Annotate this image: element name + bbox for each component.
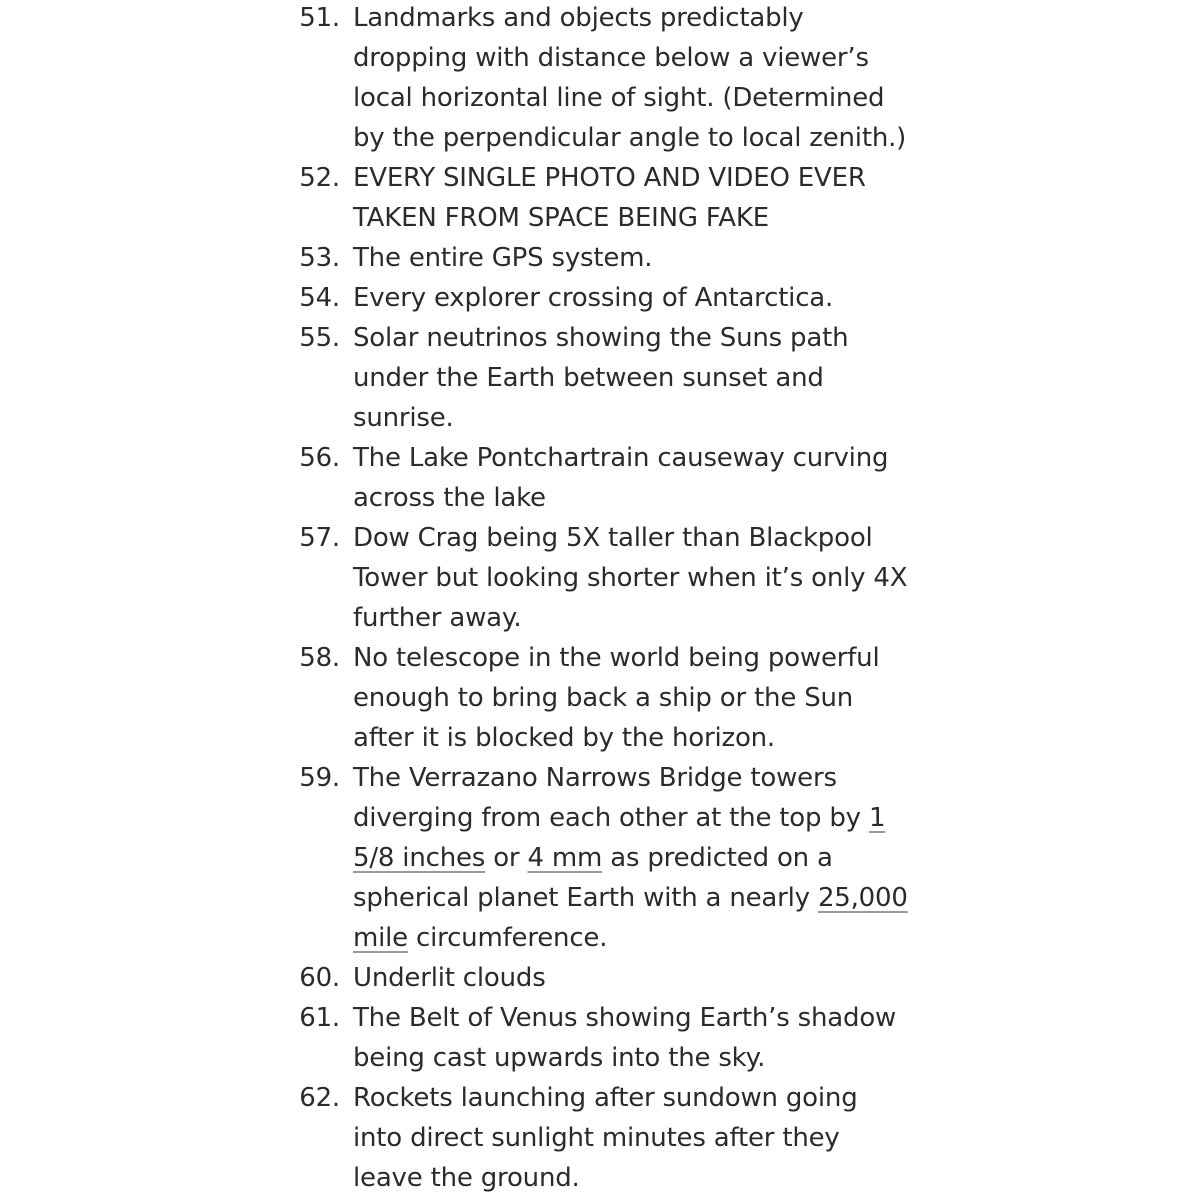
- item-number: 53.: [299, 243, 340, 273]
- item-text: [353, 278, 913, 318]
- item-text-segment: Landmarks and objects predictably dropping with distance below a viewer’s local horizontal line of sight. (Determined by the perpendicular angle to local zenith.): [353, 3, 907, 153]
- item-number: 54.: [299, 283, 340, 313]
- item-number: 62.: [299, 1083, 340, 1113]
- measurement-link[interactable]: 1 5/8 inches: [353, 803, 886, 873]
- measurement-link[interactable]: 4 mm: [527, 843, 603, 873]
- item-text-segment: Every explorer crossing of Antarctica.: [353, 283, 834, 313]
- item-text: [353, 238, 913, 278]
- item-text: [353, 518, 913, 638]
- item-text: [353, 318, 913, 438]
- list-item: [0, 958, 913, 998]
- list-item: [0, 638, 913, 758]
- item-text-segment: The Belt of Venus showing Earth’s shadow being cast upwards into the sky.: [353, 1003, 897, 1073]
- item-text-segment: Rockets launching after sundown going into direct sunlight minutes after they leave the ground.: [353, 1083, 858, 1193]
- list-item: [0, 158, 913, 238]
- item-number: 52.: [299, 163, 340, 193]
- item-number: 57.: [299, 523, 340, 553]
- item-number: 58.: [299, 643, 340, 673]
- list-item: [0, 438, 913, 518]
- item-text-segment: The entire GPS system.: [353, 243, 653, 273]
- item-text: [353, 1078, 913, 1198]
- list-item: [0, 758, 913, 958]
- item-text: [353, 0, 913, 158]
- item-text-segment: circumference.: [407, 923, 608, 953]
- item-text-segment: EVERY SINGLE PHOTO AND VIDEO EVER TAKEN FROM SPACE BEING FAKE: [353, 163, 866, 233]
- item-text: [353, 158, 913, 238]
- list-item: [0, 518, 913, 638]
- item-text-segment: Dow Crag being 5X taller than Blackpool Tower but looking shorter when it’s only 4X further away.: [353, 523, 908, 633]
- list-item: [0, 278, 913, 318]
- item-text: [353, 998, 913, 1078]
- list-item: [0, 318, 913, 438]
- item-number: 55.: [299, 323, 340, 353]
- item-number: 51.: [299, 3, 340, 33]
- item-text-segment: Underlit clouds: [353, 963, 546, 993]
- item-text-segment: The Lake Pontchartrain causeway curving across the lake: [353, 443, 889, 513]
- item-text-segment: or: [485, 843, 528, 873]
- item-text: [353, 438, 913, 518]
- item-text-segment: Solar neutrinos showing the Suns path under the Earth between sunset and sunrise.: [353, 323, 849, 433]
- item-text: [353, 958, 913, 998]
- item-number: 56.: [299, 443, 340, 473]
- measurement-link[interactable]: 25,000 mile: [353, 883, 908, 953]
- list-item: [0, 1078, 913, 1198]
- list-item: [0, 0, 913, 158]
- item-text-segment: The Verrazano Narrows Bridge towers diverging from each other at the top by: [353, 763, 869, 833]
- list-item: [0, 238, 913, 278]
- item-text-segment: No telescope in the world being powerful enough to bring back a ship or the Sun after it is blocked by the horizon.: [353, 643, 880, 753]
- list-item: [0, 998, 913, 1078]
- item-text: [353, 758, 913, 958]
- item-text: [353, 638, 913, 758]
- item-text-segment: as predicted on a spherical planet Earth with a nearly: [353, 843, 833, 913]
- item-number: 59.: [299, 763, 340, 793]
- item-number: 61.: [299, 1003, 340, 1033]
- item-number: 60.: [299, 963, 340, 993]
